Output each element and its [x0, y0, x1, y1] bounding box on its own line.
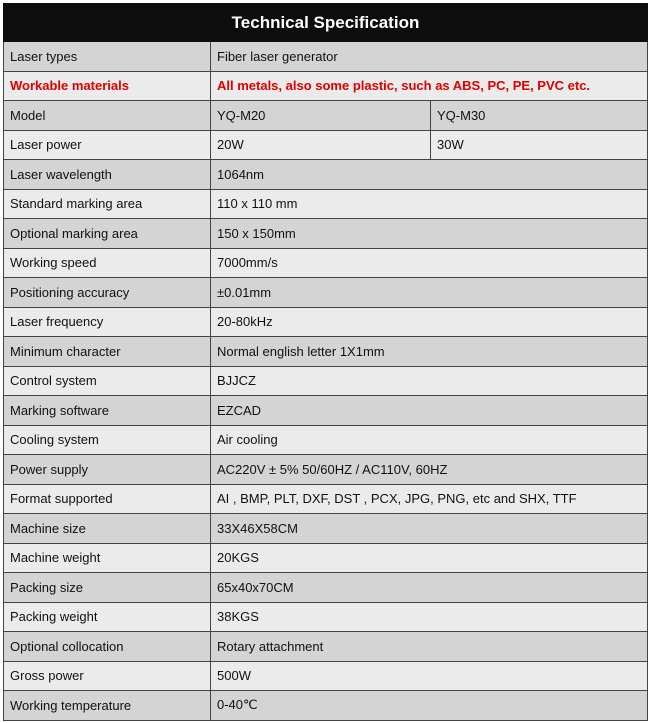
- row-label: Laser power: [4, 130, 211, 160]
- row-label: Packing weight: [4, 602, 211, 632]
- table-row: [4, 42, 648, 72]
- row-label: Workable materials: [4, 71, 211, 101]
- row-value: Air cooling: [211, 425, 648, 455]
- table-row: [4, 189, 648, 219]
- table-row: [4, 337, 648, 367]
- table-row: [4, 307, 648, 337]
- row-value-secondary: 30W: [431, 130, 648, 160]
- row-label: Power supply: [4, 455, 211, 485]
- row-label: Marking software: [4, 396, 211, 426]
- row-value: EZCAD: [211, 396, 648, 426]
- table-row: [4, 101, 648, 131]
- row-value: YQ-M20: [211, 101, 431, 131]
- table-row: [4, 543, 648, 573]
- table-row: [4, 484, 648, 514]
- row-label: Machine size: [4, 514, 211, 544]
- row-value: All metals, also some plastic, such as ABS, PC, PE, PVC etc.: [211, 71, 648, 101]
- row-label: Laser frequency: [4, 307, 211, 337]
- row-value: AI , BMP, PLT, DXF, DST , PCX, JPG, PNG, etc and SHX, TTF: [211, 484, 648, 514]
- row-value: 20KGS: [211, 543, 648, 573]
- row-label: Laser wavelength: [4, 160, 211, 190]
- row-value: 33X46X58CM: [211, 514, 648, 544]
- table-row: [4, 71, 648, 101]
- table-row: [4, 160, 648, 190]
- row-label: Working temperature: [4, 691, 211, 721]
- row-value: AC220V ± 5% 50/60HZ / AC110V, 60HZ: [211, 455, 648, 485]
- table-row: [4, 130, 648, 160]
- row-value-secondary: YQ-M30: [431, 101, 648, 131]
- row-value: 65x40x70CM: [211, 573, 648, 603]
- row-value: ±0.01mm: [211, 278, 648, 308]
- row-label: Gross power: [4, 661, 211, 691]
- row-label: Standard marking area: [4, 189, 211, 219]
- row-label: Model: [4, 101, 211, 131]
- table-row: [4, 691, 648, 721]
- row-label: Machine weight: [4, 543, 211, 573]
- row-value: 38KGS: [211, 602, 648, 632]
- table-row: [4, 573, 648, 603]
- row-label: Packing size: [4, 573, 211, 603]
- row-label: Format supported: [4, 484, 211, 514]
- row-value: Normal english letter 1X1mm: [211, 337, 648, 367]
- table-row: [4, 425, 648, 455]
- table-row: [4, 278, 648, 308]
- row-label: Working speed: [4, 248, 211, 278]
- row-value: 7000mm/s: [211, 248, 648, 278]
- table-title: Technical Specification: [4, 4, 648, 42]
- row-label: Laser types: [4, 42, 211, 72]
- row-label: Optional collocation: [4, 632, 211, 662]
- row-value: Rotary attachment: [211, 632, 648, 662]
- row-value: 20W: [211, 130, 431, 160]
- table-header-row: [4, 4, 648, 42]
- table-row: [4, 366, 648, 396]
- row-label: Minimum character: [4, 337, 211, 367]
- table-row: [4, 455, 648, 485]
- row-label: Optional marking area: [4, 219, 211, 249]
- row-value: 1064nm: [211, 160, 648, 190]
- row-label: Cooling system: [4, 425, 211, 455]
- row-value: 20-80kHz: [211, 307, 648, 337]
- spec-table: [3, 3, 648, 721]
- row-value: Fiber laser generator: [211, 42, 648, 72]
- row-label: Control system: [4, 366, 211, 396]
- table-row: [4, 396, 648, 426]
- row-value: 500W: [211, 661, 648, 691]
- table-row: [4, 219, 648, 249]
- table-row: [4, 632, 648, 662]
- row-label: Positioning accuracy: [4, 278, 211, 308]
- row-value: 0-40℃: [211, 691, 648, 721]
- spec-table-container: [3, 3, 647, 721]
- table-row: [4, 514, 648, 544]
- table-row: [4, 602, 648, 632]
- row-value: 110 x 110 mm: [211, 189, 648, 219]
- table-row: [4, 248, 648, 278]
- row-value: BJJCZ: [211, 366, 648, 396]
- row-value: 150 x 150mm: [211, 219, 648, 249]
- table-row: [4, 661, 648, 691]
